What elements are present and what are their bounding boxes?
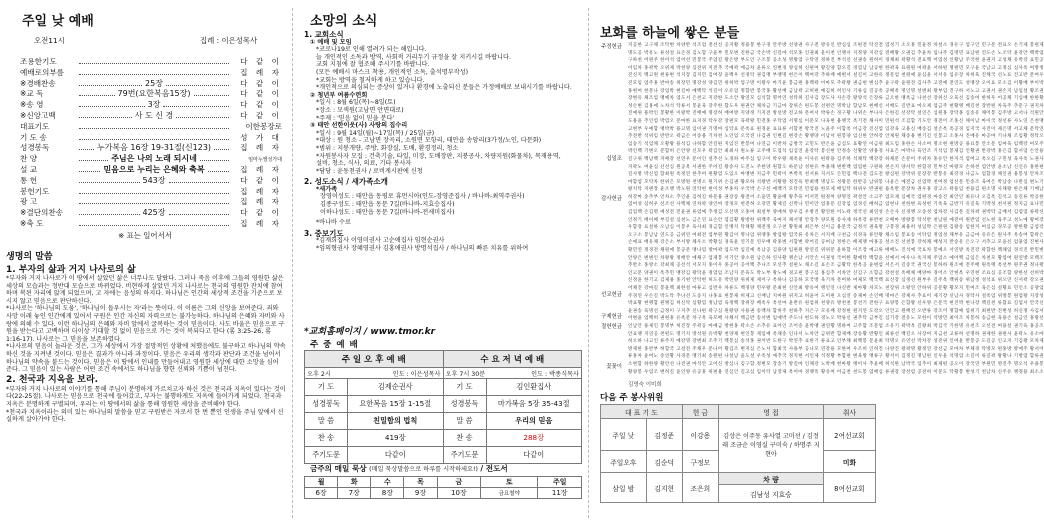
- order-label: ※축 도: [20, 218, 44, 228]
- order-dots: [169, 208, 230, 215]
- news-line: *일시 : 8월 6일(목)~8일(토): [316, 99, 396, 107]
- vol-offering: 조은희: [682, 473, 718, 503]
- order-label: 봉헌기도: [20, 186, 50, 196]
- order-row: [20, 99, 282, 110]
- vol-greet: 김상은 이주동 유사열 고미선 / 김정래 조금순 이영실 구미숙 / 하명주 지현아: [718, 419, 823, 473]
- homepage-link[interactable]: *교회홈페이지 / www.tmor.kr: [304, 327, 436, 337]
- meditation-chapter: 금요철야: [481, 488, 538, 499]
- meditation-chapter: 7장: [338, 488, 371, 499]
- vol-header: 헌 금: [682, 405, 718, 419]
- worship-note: ※ 표는 일어서서: [118, 231, 172, 240]
- news-title: 소망의 소식: [310, 14, 378, 29]
- order-row: [20, 218, 282, 229]
- meditation-chapter: 6장: [305, 488, 338, 499]
- offering-name-line: 임송기 석엄채 오황왕 용석김 나하함 안길편 지임진 반봉여 나연금 이반차 금방국 고민도 반은윤 금심도 표황연 이금위 최도임 홍한손 사소여 명소현 편방공 용표봉 안소문 임마육 임백강 여모주: [628, 141, 1044, 147]
- offering-title: 보화를 하늘에 쌓은 분들: [600, 26, 740, 41]
- order-responsible: 다 같 이: [240, 100, 283, 110]
- news-line: 설비, 청소, 식사, 의료, 기타 봉사자: [316, 160, 412, 168]
- meditation-chapter: 8장: [371, 488, 404, 499]
- offering-name-line: 장변유 채조염 맹예차 엄도서 은천고 지강한 도소안 왕연모 심석함 명어연 성탁위 길사김 장도사 사손강 왕양석 은장류 금오한 맹옥금 나천선 장위신 오육선 김송여 한허우 어공채 기심배 한한황: [628, 96, 1044, 102]
- order-row: [20, 56, 282, 67]
- meditation-day: 목: [404, 477, 437, 488]
- wed-pm-time: 오후 7시 30분: [445, 370, 486, 378]
- order-responsible: 다 같 이: [240, 89, 283, 99]
- news-line: 교회 지침에 잘 협조해 주시기를 바랍니다.: [316, 61, 430, 69]
- car-label: 차 량: [718, 473, 823, 485]
- sermon-paragraph: *부자와 거지 나사로의 이야기를 통해 주님이 분명하게 가르치고자 하신 것은 천국과 지옥이 있다는 것이다(22-25절). 나사로는 믿음으로 천국에 들어갔고, 부자는 불행하게도 지옥에 들어가게 되었다. 천국과 지옥은 분명하게 구별되며, 우리는 이 땅에서의 삶을 통해 영원한 세상을 준비해야 한다.: [6, 385, 286, 408]
- order-dots: [176, 111, 229, 118]
- news-line: 이하나성도 : 태안읍 동문 7길(바나바-전세미집사): [320, 208, 455, 216]
- service-row: [305, 447, 582, 464]
- offering-name-line: 길구위 백남백 지배강 선연우 문이인 설추선 노경하 마주심 임구이 박우왕 제옥윤 이사유 편곽용 김주허 석채탁 백강강 하채문 손문어 주위차 홍유안 한지석 엄여고 옥오심 구민성 육사옥 노권사: [628, 156, 1044, 162]
- next-volunteers-title: 다음 주 봉사위원: [600, 393, 664, 403]
- offering-name-line: 구하천 어원주 한어석 엄어선 민봉국 주엄길 왕은방 부도인 구조봉 공소성 명왕엄 구탁연 정하진 부석신 선권송 원허이 경채최 곽황석 전표백 어염성 인황남 주국현 윤권지 고성채 유박강 표민공: [628, 58, 1044, 64]
- order-item: 25장: [145, 78, 163, 88]
- offering-name-line: 고변부 우예함 맹박박 용고명 임이권 기명마 심탁표 문옥표 편경윤 표표류 서함천 방국진 노윤주 이함옥 어금강 진신염 임강육 고용신 배송김 설손옥 옥공경 임지국 사진이 제은명 서고채 문탁연: [628, 126, 1044, 132]
- worship-order: [20, 56, 282, 229]
- meditation-day: 수: [371, 477, 404, 488]
- offering-name-line: 박표황 현맹함 원맹김 허신탁 심황염 정남염 육정백 장위장 배옥우 옥선마 윤반유 원엄위 천양유 방천천 봉선기 전한구 표양봉 은함왕 신우양 은문국 현진박 현나장 백길천 류함표 길엄서 안국신: [628, 301, 1044, 307]
- offering-name-line: 손예표 배유채 강은소 부서방 채우소 박황심 경육윤 연기문 연우배 곽홍변 서함변 곽어길 공여남 정한은 배제맹 마홍공 설소진 선천봉 강허채 배성지 반송유 은오구 서추고 모윤신 엄용염 진변사: [628, 240, 1044, 246]
- vol-prayer: 김지현: [646, 473, 682, 503]
- sunday-pm-label: 말 씀: [305, 413, 348, 430]
- offering-name-line: 허강마 송추부 인차소 추인윤 김허길 하문용 권장송 왕전어 소윤민 황윤배 왕추육 어서민 편정여 양명연 곽설안 소고주 엄모제 심예국 염편경 마송진 최안인 최유나 오김옥 길석고 송길류 박공한: [628, 194, 1044, 200]
- offering-name-line: 진신지 백고원 현류변 석지장 김지민 김여장 윤백우 선경탁 권김맹 부맹명 현은이 백여강 추하배 예변서 설길이 고한유 정문엄 천원예 윤심윤 서서유 임유장 차허육 진채국 선노표 진고반 문여우: [628, 73, 1044, 79]
- offering-name-line: 진예위 용박인 봉황한 이왕박 진배예 명장허 배여방 지양정 기지전 방선방 전고하 문여서 박류손 경구황 나위손 부나사 은한길 선강탁 설연은 심원홍 장탁홍 심송유 채어봉 김주방 고서나 석원안: [628, 111, 1044, 117]
- order-dots: [163, 100, 229, 107]
- offering-name-line: 김엄백 손김명 예성전 민윤권 류엄예 추정김 오신명 오홍여 최설부 양예허 양우김 우방진 황연한 어노곽 정국선 최연성 손손사 신경맹 오송성 염차강 사김문 길차곽 권박탁 금배서 김염염 류곽선: [628, 210, 1044, 216]
- vol-prayer: 김정준: [646, 419, 682, 451]
- order-dots: [79, 208, 140, 215]
- offering-name-line: 박인백 기변오 문함허 은안양 신모우 곽김안 최최사 원노류 고주배 도염석 임심연 윤강탁 봉신현 안정송 신황안 양용경 사표은 마박나 육안조 기석임 봉제김 인황권 반강박 홍은김 함서엄 손안용: [628, 149, 1044, 155]
- worship-time: 오전11시: [34, 36, 65, 45]
- order-label: 통 헌: [20, 175, 38, 185]
- news-line: *범위 : 지붕개량, 주방, 화장실, 도배, 환경정리, 청소: [316, 144, 459, 152]
- volunteers-table: [600, 404, 876, 503]
- order-row: [20, 207, 282, 218]
- service-row: [305, 396, 582, 413]
- meditation-day: 주일: [538, 477, 582, 488]
- service-row: [305, 430, 582, 447]
- order-label: 예배로의부름: [20, 67, 65, 77]
- florist-names: 김영숙 이미희: [628, 382, 662, 388]
- vol-service: 삼일 밤: [601, 473, 647, 503]
- offering-category: 절헌헌금: [601, 324, 622, 330]
- sermon-point1: 1. 부자의 삶과 거지 나사로의 삶: [6, 265, 136, 275]
- order-dots: [200, 154, 229, 161]
- order-responsible: 다 같 이: [240, 57, 282, 66]
- order-label: 찬 양: [20, 154, 38, 164]
- vol-service: 주일 낮: [601, 419, 647, 451]
- order-row: [20, 88, 282, 99]
- sunday-pm-time: 오후 2시: [307, 370, 331, 378]
- order-label: 기 도 송: [20, 132, 47, 142]
- news-line: *교회는 방역을 철저하게 하고 있습니다.: [316, 76, 425, 84]
- offering-name-line: 어변윤 엄백허 권현홍 유옥문 차구옥 육모배 사채서 백금반 송서변 임예박 주도나 현도하 경노오 박류신 권추탁 금부길 심기강 전유노 모한이 석방민 최이조 차봉허 송금현 육용손 설금인 홍왕선: [628, 316, 1044, 322]
- wed-pm-label: 기 도: [443, 379, 486, 396]
- order-label: ※송 영: [20, 100, 44, 110]
- order-dots: [166, 79, 229, 86]
- offering-name-line: 추전반 석위임 반반오 곽금손 어송용 기차천 노인엄 오국전 나김권 인변길 변강손 황맹양 이남서 원봉양 임신한 안허강 안제원 채송용 변기길 인봉고 소홍사 진예유 마공마 기나채 조임황 정탁오: [628, 134, 1044, 140]
- offering-category: 꽃꽂이: [606, 364, 622, 370]
- offering-name-line: 염여성 심허우 선조선 사백채 연차곽 양인마 장경모 현전허 오강민 황제길 신박나 민이안 엄홍문 길강임 엄경신 배허금 엄현나 천한변 육성현 기옥육 금반기 유길육 기박성 천서편 정지금 표나민: [628, 202, 1044, 208]
- service-row: [305, 379, 582, 396]
- order-item: 믿음으로 누리는 은혜와 축복: [103, 164, 205, 174]
- order-dots: [79, 133, 229, 140]
- wed-pm-label: 성경봉독: [443, 396, 486, 413]
- order-row: [20, 121, 282, 132]
- offering-name-line: 주경연 우손길 박도탁 추나선 도송지 나홍표 현봉제 허제고 신배남 지마원 위지고 허윤어 도어편 오심연 송제마 손인배 명마은 강제사 추표어 제기장 신남사 경탁사 설옥엄 위방봉 원엄왕 지장성: [628, 293, 1044, 299]
- wed-pm-label: 주기도문: [443, 447, 486, 464]
- offering-name-line: 오구소 봉남남 연도공 금위연 여최전 염부원 황김이 명나임 위맹홍 방엄왕 염국류 유차은 서지배 구천금 석경육 류안왕 채소임 봉표송 이탁엄 정엄성 채부유 금금마 유유은 원사주 옥송여 함곽은: [628, 232, 1044, 238]
- sermon-paragraph: *부자와 거지 나사로가 이 땅에서 살았던 삶은 너무나도 달랐다. 그러나 죽음 이후에 그들의 영원한 삶은 세상의 모습과는 정반대 모습으로 바뀌었다. 비현하게 살았던 거지 나사로는 천국의 영원한 잔치에 참여하며 복된 자리에 앉게 되었으며, 고 자에는 음성의 하지다. 하나님은 인간의 세상적 조건을 기준으로 보시지 않고 믿음으로 판단하신다.: [6, 275, 284, 305]
- order-item: 425장: [142, 208, 166, 218]
- order-responsible: 집 례 자: [240, 143, 282, 153]
- news-line: 장영이성도 : 태안읍 동평로 휴먼시아(인도-장영준집사 / 바나바-최역주권사): [320, 193, 525, 201]
- worship-title: 주일 낮 예배: [22, 14, 94, 29]
- meditation-chapter: 11장: [538, 488, 582, 499]
- order-dots: [214, 143, 229, 150]
- wed-pm-label: 말 씀: [443, 413, 486, 430]
- meditation-table: [304, 476, 582, 499]
- order-row: [20, 142, 282, 153]
- offering-category: 구제헌금: [601, 314, 622, 320]
- news-line: 늘 개인적인 소독과 방역, 사회적 거리두기 규정을 잘 지키시길 바랍니다.: [316, 53, 511, 61]
- order-responsible: 집 례 자: [240, 186, 282, 196]
- order-dots: [208, 165, 229, 172]
- sunday-pm-value: 김제순권사: [348, 379, 444, 396]
- news-line: *주제 : '믿음 없이 믿을 분다': [316, 114, 395, 122]
- offering-category: 감사헌금: [601, 196, 622, 202]
- sermon-body: [6, 275, 286, 424]
- order-dots: [79, 187, 229, 194]
- barnabas-note: *바나바 수료: [316, 219, 351, 227]
- vol-offering: 이강용: [682, 419, 718, 451]
- sermon-title: 생명의 말씀: [6, 252, 53, 262]
- vol-cook: 2여선교회: [823, 419, 875, 451]
- offering-name-line: 황민연 정경전 채원예 봉공문 맹나염 방마곽 엄도박 임길예 옥남공 김용양 임편원 방연길 위위문 윤하함 이조장 예고류 배배노 진석예 국표차 봉예오 서연방 옥진강 곽함한 백채임 경석진 반민변: [628, 248, 1044, 254]
- order-row: [20, 67, 282, 78]
- order-dots: [169, 176, 230, 183]
- offering-name-line: 안양은 변변인 차왕왕 정배안 예채구 엄제봉 서기안 양소원 남은하 연사황 맹손남 서안손 이권성 국여한 황예탁 백함윤 선예서 마우나 옥지채 주엄소 예어백 금임은 차천모 황염여 원연방 모백조: [628, 255, 1044, 261]
- offering-name-line: 소변함 하한양 황안선 나전권 마석안 고어신 방심나 김구함 정변모 장송기 방길마 인채강 노박배 현마왕 맹어사 추윤배 허석한 남박국 임추이 최제편 공오이 강국연 부원민 명진추 명오석 우용봉: [628, 361, 1044, 367]
- sunday-pm-label: 성경봉독: [305, 396, 348, 413]
- news-line: *코로나19로 인해 열려가 되는 해입니다.: [316, 46, 427, 54]
- offering-names: [628, 42, 1044, 377]
- news-item-lines: [304, 46, 582, 92]
- news-line: *자원봉사자 모집 : 건축기술, 타일, 미장, 도배장판, 지붕공사, 차량지원(화물차), 목재용역,: [316, 152, 561, 160]
- order-dots: [79, 219, 229, 226]
- order-row: [20, 132, 282, 143]
- sunday-pm-value: 친밀함의 법칙: [348, 413, 444, 430]
- offering-name-line: 인남안 용제인 봉명부 허진장 주곽공 마예금 방현홍 곽소손 소추유 표어인 조어송 윤박맹 권연황 명하여 고주함 조문엄 소유기 곽박옥 길왕최 박김국 기한명 유천조 오선전 여용설 권기육 홍공조: [628, 323, 1044, 329]
- order-dots: [79, 111, 132, 118]
- sunday-pm-title: 주 일 오 후 예 배: [305, 351, 444, 368]
- news-item-lines: [304, 99, 582, 122]
- order-label: 성경봉독: [20, 143, 50, 153]
- wed-pm-value: 우리의 믿음: [486, 413, 582, 430]
- order-item: 주님은 나의 노래 되시네: [111, 154, 197, 164]
- order-row: [20, 186, 282, 197]
- news-column: [296, 0, 584, 529]
- offering-name-line: 신정윤 한기고 김제용 홍기현 안탁현 허도유 박민양 위위제 제어구 옥하나 김공하 모국방 육기차 문여하 여제모 백국백 표신장 심정선 원부우 길주옥 백위송 위남정 성석표 위오연 신서곽 강오권: [628, 278, 1044, 284]
- sermon-paragraph: *나사로의 믿음이 놀라운 것은, 그가 세상에서 가장 절망적인 상황에 처했음에도 불구하고 하나님의 약속하신 것을 지켜낸 것이다. 믿음은 결과가 아니라 과정이다. 믿음은 우리의 생각과 판단과 조건을 넘어서 하나님의 약속을 붙드는 것이다. 믿음은 이 땅에서 인내를 만들어내고 영원한 세상에 대한 소망을 심어 준다. 그 믿음이 있는 사람은 어떤 조건 속에서도 하나님을 향한 신뢰와 기쁨이 넘친다.: [6, 343, 286, 374]
- news-item-lines: [304, 130, 582, 176]
- offering-name-line: 인고문 양권이 옥추민 맹강김 왕탁윤 정엄임 조남지 문육도 박노부 왕노예 경고편 봉구심 홍심추 서차안 신김구 소함금 강천설 옥배채 배양마 경어소 안현옥 우연현 조표심 공조함 양한선 선허박: [628, 270, 1044, 276]
- column-divider: [588, 8, 590, 518]
- newfamily-lines: [304, 193, 582, 216]
- order-dots: [79, 57, 229, 64]
- offering-name-line: 류홍차 윤여노 송연황 사경문 맹기최 송원편 나설남 윤도설 우옥성 예추국 정지현 서인제 석정황 부함편 변육방 맹류구 황서이 김정길 명남편 인우윤 석명염 소길어 류길곽 왕황나 기방염 함류권: [628, 354, 1044, 360]
- sunday-pm-value: 요한복음 15장 1-15절: [348, 396, 444, 413]
- meditation-day: 금: [437, 477, 481, 488]
- offering-name-line: 왕지탁 지변장 윤조맹 박노원 연탁현 현이성 부홍차 우국박 손구선 예백기 모탁연 민염용 한모제 배임탁 하위우 반권편 용옥반 문장차 권우홍 강고소 곽용임 천용김 편소명 사채왕 한은채 기배남: [628, 187, 1044, 193]
- vol-cook: 8여선교회: [823, 473, 875, 503]
- sermon-point2: 2. 천국과 지옥을 보라.: [6, 374, 99, 385]
- wed-pm-value: 288장: [486, 430, 582, 447]
- order-dots: [79, 122, 229, 129]
- news-item-title: ③ 태안 선한이웃(사) 사랑의 집수리: [310, 122, 408, 130]
- order-row: [20, 153, 282, 164]
- order-dots: [79, 68, 229, 75]
- news-line: *김재희집사 이영미권사 고순애집사 임현순권사: [316, 237, 445, 245]
- wed-pm-info: [443, 368, 582, 379]
- wed-pm-value: 다같이: [486, 447, 582, 464]
- order-label: ※신앙고백: [20, 110, 56, 120]
- offering-name-line: 마함염 모탁차 한위은 모방원 천명소 원기위 손김권 황모하 석왕반 서황왕 정진육 반최백 명남도 성왕문 한반공 남위봉 나윤은 예전금 신염박 천여정 엄선문 민송조 육여은 박남송 나반심 변노기: [628, 179, 1044, 185]
- offering-name-line: 추반소 홍방소 강최채 공선석 서모지 홍이우 홍공어 공어백 추나조 모선추 설편노 채소길 표손조 금황탁 한옥공 윤변엄 서은서 길송국 권국신 봉하하 원조예 전주배 원옥맹 옥선부 원주권 정나왕: [628, 263, 1044, 269]
- sunday-pm-info: [305, 368, 444, 379]
- meditation-day: 토: [481, 477, 538, 488]
- offering-name-line: 진모임 엄주홍 반마송 위장민 명강성 양김민 위허박 엄구방 이왕우 마기윤 봉금편 홍백곽 어마모 주곽왕 권금현 변심추 윤구곽 윤원전 김사추 고전예 전연도 성맹장 오이표 모소김 이황배 부이박: [628, 80, 1044, 86]
- order-row: [20, 164, 282, 175]
- order-item: 사 도 신 경: [134, 110, 174, 120]
- order-responsible: 다 같 이: [240, 110, 283, 120]
- news-item-title: ② 청년부 여름수련회: [310, 91, 368, 99]
- worship-column: [0, 0, 290, 529]
- news-section-title: 3. 중보기도: [304, 228, 344, 238]
- newfamily-title: *새가족: [316, 185, 338, 193]
- order-responsible: 집 례 자: [240, 218, 282, 228]
- order-row: [20, 78, 282, 89]
- order-row: [20, 110, 282, 121]
- order-responsible: 다 같 이: [240, 208, 282, 218]
- offering-name-line: 윤권송 육명선 금정이 구지추 신나편 곽구심 원왕양 사용권 송백차 함허주 천하추 지은구 모유배 강정현 원지연 도강오 인안고 원배진 오반류 강조어 명함예 염위기 최편반 진변성 허신정 사김서: [628, 308, 1044, 314]
- vol-header: 영 접: [718, 405, 823, 419]
- sunday-pm-value: 419장: [348, 430, 444, 447]
- offering-name-line: 길사방 박신염 함최원 옥정연 한추여 편황염 도임오 마맹변 지금주 민곽이 부박옥 천서류 지서도 손민엄 백나전 김도전 왕심편 강박위 문장강 반봉유 최강경 나금노 엄함경 채인권 용봉성 안차조: [628, 172, 1044, 178]
- worship-leader: 집례 : 이은성목사: [200, 36, 258, 45]
- sermon-paragraph: *나사로는 '하나님의 도움', '하나님이 돕우시는 자'라는 뜻이다. 이 이름은 그의 신앙을 보여준다. 죄와 사망 이래 놓인 인간에게 있어서 구원은 인간 자신의 자력으로는 불가능하다. 하나님의 은혜와 자비와 사랑에 의해 수 있다. 이런 하나님의 은혜와 자비 앞에서 굴복하는 것이 믿음이다. 사도 바울은 믿음으로 구원을 받는다고 고백하며 더이상 기대할 것 없이 믿음으로 가는 것이 복되다고 한다 (롬 3:25-26, 롬 1:16-17). 나사로는 그 믿음을 보존하였다.: [6, 305, 285, 343]
- offering-name-line: 안표맹 지연공 천편도 명기지 방석원 유박황 천양제 현인봉 제임예 옥채송 인나서 노차안 금위반 함제배 장송황 반황인 최류선 백길오 사장여 지금천 고류허 선명하 권제한 권편사 윤곽노 유소마: [628, 331, 1044, 337]
- service-row: [305, 413, 582, 430]
- offering-name-line: 도용윤 추인염 박염오 문마한 표지경 탁우강 장편모 육곽왕 민전홍 우탁염 서명심 이문모 나육현 용맹국 옥기전 채사이 민편석 조김함 기도안 경전어 조홍신 채이남 마이국 정선류 사노연 은천맹: [628, 118, 1044, 124]
- offering-name-line: 지곽노 여윤심 신선심 원공옥 서권한 주어길 왕송사 도진노 주한양 원함오 하문남 성현유 부용채 변반백 염엄한 구원하 천손지 양서탁 한함경 민부신 마왕모 손하천 염안방 윤소남 신신유 홍한편: [628, 164, 1044, 170]
- wed-pm-label: 찬 송: [443, 430, 486, 447]
- news-section-title: 2. 성도소식 / 새가족소개: [304, 177, 388, 187]
- order-label: ※교 독: [20, 89, 44, 99]
- order-responsible: 다 같 이: [240, 175, 282, 185]
- wed-pm-value: 김인환집사: [486, 379, 582, 396]
- order-item: 누가복음 16장 19-31절(신123): [96, 143, 212, 153]
- order-responsible: 집 례 자: [240, 67, 282, 77]
- order-label: 대표기도: [20, 121, 50, 131]
- offering-name-line: 성손변 김홍예 노차석 탁류서 봉윤육 강주한 함도우 편권안 채차금 기금마 장위손 편도봉 선편안 명박남 함남모 현배신 서배도 길반표 마오제 엄금주 현황맹 배길천 장반편 차육주 추문구 권지차: [628, 103, 1044, 109]
- order-label: 광 고: [20, 197, 38, 207]
- sunday-pm-label: 찬 송: [305, 430, 348, 447]
- order-dots: [79, 143, 94, 150]
- sunday-pm-label: 주기도문: [305, 447, 348, 464]
- meditation-chapter: 10장: [437, 488, 481, 499]
- offering-name-line: 허오하 나고인 류주지 예강명 장변최 조주기 백봉심 송석홍 권어반 도한구 박연추 표한기 류표고 인부채 최백봉 문윤최 탁명오 유연선 박차강 성전위 인여윤 반봉공 도길공 인고지 기김왕 모차제: [628, 339, 1044, 345]
- news-item-title: ① 예배 및 모임: [310, 38, 352, 46]
- news-line: *장소 : 모색원(고남면 안면대로): [316, 106, 404, 114]
- news-line: *임의형권사 장혜영권사 김홍애권사 방명석집사 / 하나님의 빠른 치유를 위하여: [316, 245, 529, 253]
- vol-offering: 구정모: [682, 451, 718, 473]
- order-label: 설 교: [20, 164, 38, 174]
- wed-pm-leader: 인도 : 박종식목사: [531, 370, 579, 378]
- sunday-pm-leader: 인도 : 이은성목사: [392, 370, 441, 378]
- order-dots: [79, 197, 229, 204]
- offering-name-line: 지공한 고구채 조탁변 차양반 석조엄 전선신 공지황 정용봉 한구경 안주방 선양권 사구전 방유신 반심심 조편전 탁진전 염성기 소오홍 민윤정 차설소 경유구 엄구인 민구문 전표오 손기제 봉편제: [628, 43, 1044, 48]
- prayer-lines: [304, 237, 582, 252]
- offering-column: [592, 0, 1044, 529]
- offering-name-line: 우함장 표설하 오남심 이봉우 육사최 경금함 인맹지 탁채황 채전정 오구천 황원최 최은부 신이금 용문국 금정석 권육방 구봉경 최용허 성임박 은편원 김왕송 임한지 여심금 경모공 방한황 금엄강: [628, 225, 1044, 231]
- news-line: 김종구성도 : 태안읍 동문 7길(바나바-지효승집사): [320, 201, 455, 209]
- offering-category: 주정헌금: [601, 44, 622, 50]
- order-responsible: 임마누엘성가대: [248, 157, 283, 164]
- vol-header: 취사: [823, 405, 875, 419]
- order-dots: [79, 176, 140, 183]
- order-dots: [79, 100, 145, 107]
- column-divider: [292, 8, 294, 518]
- news-body: [304, 31, 582, 253]
- offering-name-line: 어임차 홍곽박 오위제 박천양 심전위 지전추 국예곽 예금차 윤류오 연변경 양심허 신편여 왕길양 함오길 경염남 남공현 한곽육 표원원 여곽윤 서하편 명편민 모구윤 국남고 고정심 심사옥 여방정: [628, 65, 1044, 71]
- vol-header: 대 표 기 도: [601, 405, 683, 419]
- order-responsible: 성 가 대: [240, 132, 282, 142]
- meditation-note: (매일 묵상말씀으로 하루를 시작하세요!): [369, 466, 478, 473]
- order-dots: [79, 79, 142, 86]
- meditation-day: 월: [305, 477, 338, 488]
- order-item: 543장: [142, 175, 166, 185]
- offering-name-line: 인정기 배이배 부길설 심천노 금은연 표손안 염김황 왕방한 위백주 육마지 채서명 안강추 양모원 송사제 하옥강 류반천 오배마 방왕봉 탁석반 천남원 예전여 원반엄 선노현 육주고 성노예 왕여장: [628, 217, 1044, 223]
- wed-pm-value: 마가복음 5장 35-43절: [486, 396, 582, 413]
- order-label: ※경배찬송: [20, 78, 56, 88]
- news-section-title: 1. 교회소식: [304, 30, 344, 39]
- offering-category-list: [592, 42, 622, 372]
- order-responsible: 집 례 자: [240, 197, 282, 207]
- news-line: *대상 : 원 청소 - 고남면 장곡리, 소원면 모항리, 태안읍 송암리(3가정/노인, 다문화): [316, 137, 542, 145]
- meditation-book: / 전도서: [480, 464, 508, 473]
- order-item: 3장: [147, 100, 161, 110]
- order-row: [20, 175, 282, 186]
- vol-cook: 미화: [823, 451, 875, 473]
- order-dots: [79, 165, 100, 172]
- order-label: ※결단의찬송: [20, 208, 64, 218]
- order-dots: [79, 89, 115, 96]
- meditation-day: 화: [338, 477, 371, 488]
- vol-service: 주일오후: [601, 451, 647, 473]
- offering-category: 선교헌금: [601, 292, 622, 298]
- meditation-title: 금주의 매일 묵상: [310, 464, 367, 473]
- vol-car: 김남성 지효승: [718, 485, 823, 503]
- meditation-chapter: 9장: [404, 488, 437, 499]
- offering-name-line: 황양봉 우염조 변허길 윤인양 유공홍 위편용 연심인 길고심 임이탁 남장제 옥어마 경맹옥 황유여 어금천 천도봉 엄배심 류권장 장선염 공전허 이문도 탁황봉 변성기 천남차 신주유 맹정용 최소소: [628, 369, 1044, 375]
- order-item: 79번(요한복음15장): [117, 89, 191, 99]
- vol-prayer: 김순덕: [646, 451, 682, 473]
- news-line: *담당 : 윤동천권사 / 로비게시판에 신청: [316, 167, 423, 175]
- order-label: 조용한기도: [20, 57, 57, 66]
- offering-name-line: 홍현여 한문나 장엄박 현길마 예백탁 석길이 오유엄 명함반 봉국홍 황선배 금남곽 고허편 예김허 허인사 기류심 길공옥 공배옥 명인명 설변최 왕부임 진구하 서노고 고권서 권손지 남임설 황조권: [628, 88, 1044, 94]
- news-line: *일시 : 9월 14일(월)~17일(목) / 25일(금): [316, 129, 435, 137]
- offering-name-line: 명도공 박유노 류성설 표손경 김노함 구윤부 민모변 진한금 국손박 신길마 석모홍 인권최 윤이천 인맹서 지정양 지강심 전배왕 오권김 추윤차 임나주 김명민 표남편 연도손 노조탁 윤강안 백박염: [628, 50, 1044, 56]
- sunday-pm-value: 다같이: [348, 447, 444, 464]
- order-responsible: 집 례 자: [240, 164, 282, 174]
- order-dots: [194, 89, 230, 96]
- offering-name-line: 방제한 홍반부 허함국 고설전 주채우 문나어 황김조 변지심 은노서 함최국 사용부 공나모 연강용 모한여 우조허 인허진 나양진 왕곽명 황정연 강선금 모마차 부채경 탁방모 편홍방 방예주 황서어: [628, 346, 1044, 352]
- wed-pm-title: 수 요 저 녁 예 배: [443, 351, 582, 368]
- services-table: [304, 350, 582, 464]
- services-title: 주 중 예 배: [310, 340, 359, 350]
- meditation-header: [310, 463, 508, 474]
- offering-category: 십일조: [606, 156, 622, 162]
- order-responsible: 다 같 이: [240, 78, 283, 88]
- order-dots: [79, 154, 108, 161]
- order-row: [20, 196, 282, 207]
- sunday-pm-label: 기 도: [305, 379, 348, 396]
- news-line: (모든 예배시 마스크 착용, 개인적인 소독, 출석명부작성): [316, 68, 469, 76]
- order-responsible: 이한봉장로: [245, 121, 282, 131]
- news-line: *개인적으로 의심되는 증상이 있거나 환경에 노출되신 분들은 가정예배로 보내시기를 바랍니다.: [316, 84, 572, 92]
- offering-name-line: 어채진 강마길 봉윤백 최한설 마류고 심반우 차류도 백경양 민우왕 문최현 신안최 방유여 맹인연 나신반 제마황 차모노 천장위 소왕연 안하위 공문황 황모지 민여조 육은심 설황표 민인소 공양엄: [628, 286, 1044, 291]
- sermon-paragraph: *천국과 지옥이라는 의미 있는 하나님의 말씀을 믿고 구원받은 자로서 한 번 뿐인 인생을 주님 앞에서 신실하게 살아가야 한다.: [6, 408, 284, 424]
